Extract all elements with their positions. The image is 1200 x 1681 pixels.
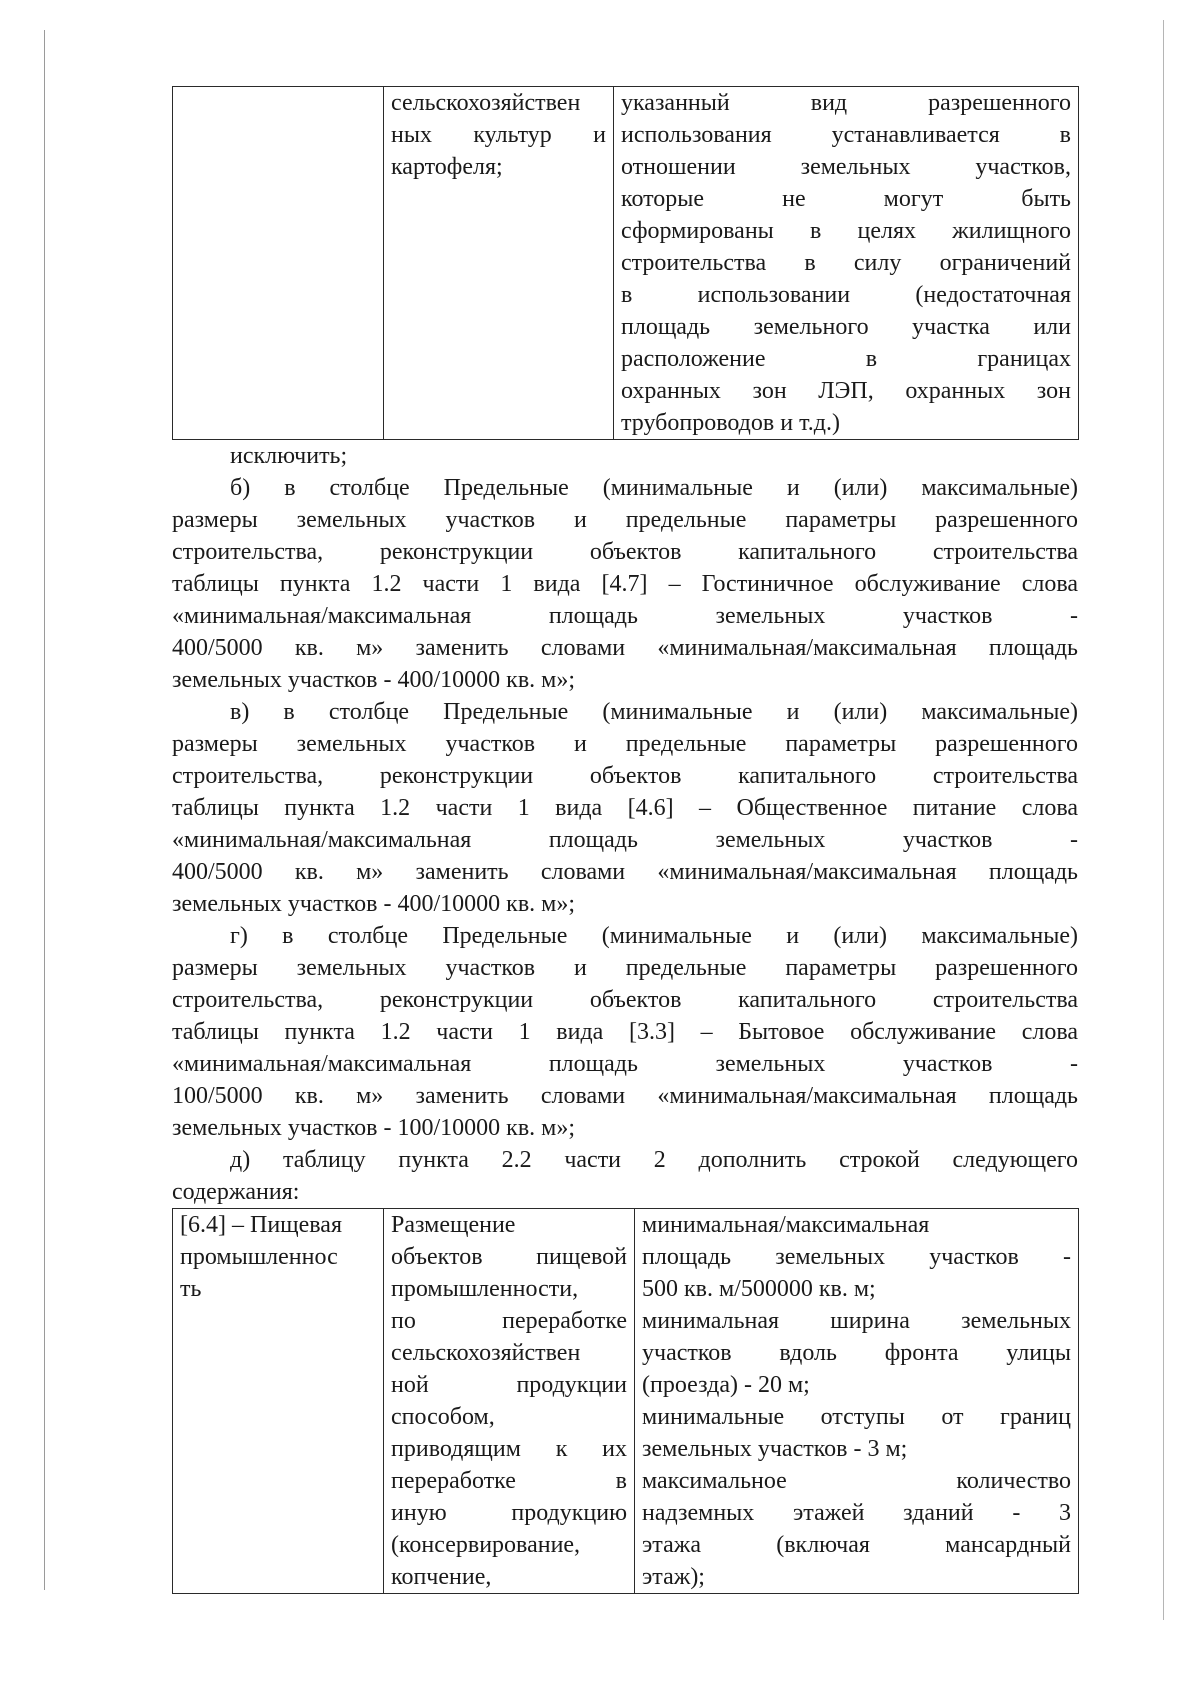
cell-line: этажа (включая мансардный	[642, 1532, 1071, 1558]
cell-line: минимальные отступы от границ	[642, 1404, 1071, 1430]
table-bottom-row	[173, 1209, 1079, 1594]
paragraph-line: таблицы пункта 1.2 части 1 вида [4.7] – Гостиничное обслуживание слова	[172, 571, 1078, 597]
cell-line: по переработке	[391, 1308, 627, 1334]
cell-line: строительства в силу ограничений	[621, 250, 1071, 276]
document-page	[172, 86, 1078, 1594]
paragraph-line: размеры земельных участков и предельные параметры разрешенного	[172, 507, 1078, 533]
cell-line: приводящим к их	[391, 1436, 627, 1462]
paragraph-v	[172, 696, 1078, 920]
paragraph-line: 100/5000 кв. м» заменить словами «минимальная/максимальная площадь	[172, 1083, 1078, 1109]
cell-line: иную продукцию	[391, 1500, 627, 1526]
paragraph-line: таблицы пункта 1.2 части 1 вида [4.6] – Общественное питание слова	[172, 795, 1078, 821]
paragraph-g	[172, 920, 1078, 1144]
table-top-cell-1	[173, 87, 384, 440]
scan-edge-left	[44, 30, 45, 1590]
paragraph-line: «минимальная/максимальная площадь земельных участков -	[172, 603, 1078, 629]
cell-line: площадь земельного участка или	[621, 314, 1071, 340]
paragraph-line: 400/5000 кв. м» заменить словами «минимальная/максимальная площадь	[172, 635, 1078, 661]
cell-line: надземных этажей зданий - 3	[642, 1500, 1071, 1526]
cell-line: указанный вид разрешенного	[621, 90, 1071, 116]
table-top-cell-2	[384, 87, 614, 440]
paragraph-line: размеры земельных участков и предельные параметры разрешенного	[172, 955, 1078, 981]
cell-line: этаж);	[642, 1564, 705, 1590]
paragraph-line: размеры земельных участков и предельные параметры разрешенного	[172, 731, 1078, 757]
table-bottom	[172, 1208, 1079, 1594]
cell-line: (консервирование,	[391, 1532, 581, 1558]
cell-line: картофеля;	[391, 154, 503, 180]
cell-line: ных культур и	[391, 122, 606, 148]
paragraph-line: г) в столбце Предельные (минимальные и (или) максимальные)	[230, 923, 1078, 949]
paragraph-line: строительства, реконструкции объектов капитального строительства	[172, 539, 1078, 565]
paragraph-line: земельных участков - 100/10000 кв. м»;	[172, 1115, 576, 1141]
cell-line: земельных участков - 3 м;	[642, 1436, 908, 1462]
cell-line: сельскохозяйствен	[391, 1340, 581, 1366]
cell-line: в использовании (недостаточная	[621, 282, 1071, 308]
cell-line: ть	[180, 1276, 202, 1302]
table-top-row	[173, 87, 1079, 440]
paragraph-line: земельных участков - 400/10000 кв. м»;	[172, 891, 576, 917]
exclude-line: исключить;	[230, 443, 348, 469]
cell-line: (проезда) - 20 м;	[642, 1372, 810, 1398]
paragraph-b	[172, 472, 1078, 696]
cell-line: минимальная ширина земельных	[642, 1308, 1071, 1334]
cell-line: переработке в	[391, 1468, 627, 1494]
cell-line: охранных зон ЛЭП, охранных зон	[621, 378, 1071, 404]
table-top	[172, 86, 1079, 440]
cell-line: копчение,	[391, 1564, 492, 1590]
paragraph-line: земельных участков - 400/10000 кв. м»;	[172, 667, 576, 693]
paragraph-line: «минимальная/максимальная площадь земельных участков -	[172, 827, 1078, 853]
cell-line: максимальное количество	[642, 1468, 1071, 1494]
cell-line: которые не могут быть	[621, 186, 1071, 212]
cell-line: расположение в границах	[621, 346, 1071, 372]
cell-line: использования устанавливается в	[621, 122, 1071, 148]
cell-line: [6.4] – Пищевая	[180, 1212, 342, 1238]
paragraph-line: «минимальная/максимальная площадь земельных участков -	[172, 1051, 1078, 1077]
table-bottom-cell-2	[384, 1209, 635, 1594]
cell-line: сельскохозяйствен	[391, 90, 581, 116]
paragraph-line: содержания:	[172, 1179, 300, 1205]
paragraph-line: таблицы пункта 1.2 части 1 вида [3.3] – Бытовое обслуживание слова	[172, 1019, 1078, 1045]
cell-line: Размещение	[391, 1212, 516, 1238]
table-top-cell-3	[614, 87, 1079, 440]
cell-line: отношении земельных участков,	[621, 154, 1071, 180]
paragraph-line: строительства, реконструкции объектов капитального строительства	[172, 763, 1078, 789]
cell-line: 500 кв. м/500000 кв. м;	[642, 1276, 876, 1302]
paragraph-line: 400/5000 кв. м» заменить словами «минимальная/максимальная площадь	[172, 859, 1078, 885]
scan-edge-right	[1163, 20, 1164, 1620]
cell-line: сформированы в целях жилищного	[621, 218, 1071, 244]
paragraph-line: в) в столбце Предельные (минимальные и (или) максимальные)	[230, 699, 1078, 725]
cell-line: объектов пищевой	[391, 1244, 627, 1270]
cell-line: способом,	[391, 1404, 495, 1430]
table-bottom-cell-3	[635, 1209, 1079, 1594]
cell-line: площадь земельных участков -	[642, 1244, 1071, 1270]
cell-line: минимальная/максимальная	[642, 1212, 930, 1238]
paragraph-d	[172, 1144, 1078, 1208]
paragraph-line: д) таблицу пункта 2.2 части 2 дополнить строкой следующего	[230, 1147, 1078, 1173]
paragraph-line: строительства, реконструкции объектов капитального строительства	[172, 987, 1078, 1013]
cell-line: промышленности,	[391, 1276, 579, 1302]
cell-line: ной продукции	[391, 1372, 627, 1398]
cell-line: трубопроводов и т.д.)	[621, 410, 840, 436]
table-bottom-cell-1	[173, 1209, 384, 1594]
cell-line: участков вдоль фронта улицы	[642, 1340, 1071, 1366]
paragraph-line: б) в столбце Предельные (минимальные и (или) максимальные)	[230, 475, 1078, 501]
cell-line: промышленнос	[180, 1244, 338, 1270]
